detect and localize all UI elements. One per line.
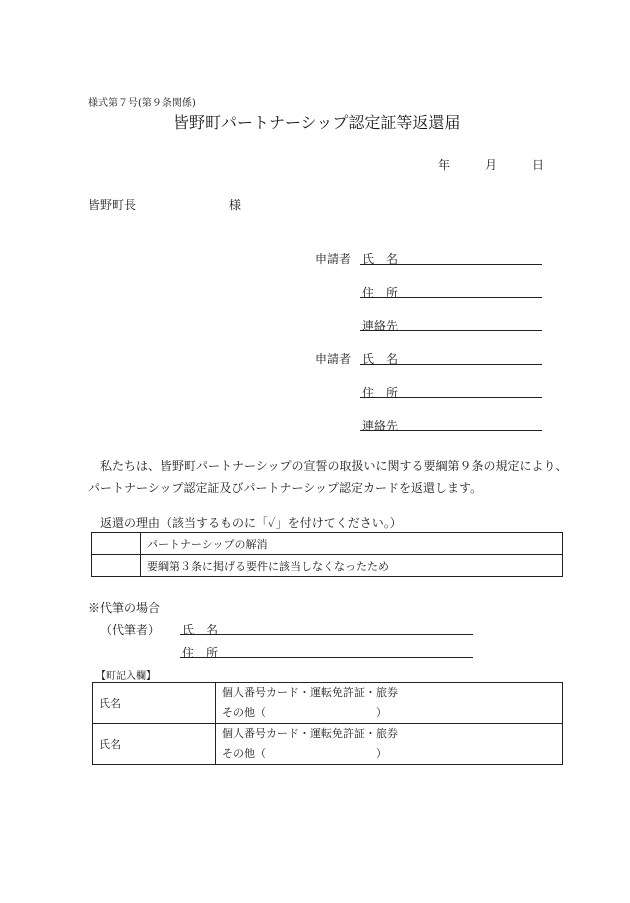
applicant-address-field[interactable]: [360, 297, 542, 298]
proxy-heading: ※代筆の場合: [88, 601, 161, 615]
office-use-row: [93, 683, 563, 724]
applicant-name-field[interactable]: [360, 364, 542, 365]
date-month-label: 月: [485, 158, 498, 172]
proxy-name-label: 氏 名: [182, 623, 219, 637]
form-number: 様式第７号(第９条関係): [88, 98, 196, 109]
applicant-label: 申請者: [315, 352, 352, 366]
proxy-address-label: 住 所: [182, 646, 219, 660]
id-document-line: 個人番号カード・運転免許証・旅券: [222, 686, 398, 699]
addressee-honorific: 様: [229, 198, 242, 212]
reason-option-row: [92, 533, 563, 555]
office-use-id-cell[interactable]: [216, 683, 563, 724]
addressee-name: 皆野町長: [88, 198, 137, 212]
reason-option-row: [92, 555, 563, 577]
office-use-row: [93, 724, 563, 765]
office-use-table: [92, 682, 563, 765]
applicant-contact-field[interactable]: [360, 430, 542, 431]
office-use-heading: 【町記入欄】: [96, 671, 156, 682]
applicant-address-label: 住 所: [362, 286, 399, 300]
reason-option-label: 要綱第３条に掲げる要件に該当しなくなったため: [141, 555, 563, 577]
office-use-name-label: 氏名: [93, 724, 216, 765]
office-use-name-label: 氏名: [93, 683, 216, 724]
date-year-label: 年: [438, 158, 451, 172]
applicant-label: 申請者: [315, 252, 352, 266]
reason-checkbox-cell[interactable]: [92, 533, 141, 555]
proxy-label: （代筆者）: [100, 623, 161, 637]
applicant-address-label: 住 所: [362, 386, 399, 400]
id-other-line: その他（ ）: [222, 747, 387, 760]
date-day-label: 日: [532, 158, 545, 172]
body-text-line-1: 私たちは、皆野町パートナーシップの宣誓の取扱いに関する要綱第９条の規定により、: [100, 459, 568, 473]
id-other-line: その他（ ）: [222, 706, 387, 719]
proxy-name-field[interactable]: [180, 634, 473, 635]
applicant-contact-field[interactable]: [360, 330, 542, 331]
id-document-line: 個人番号カード・運転免許証・旅券: [222, 727, 398, 740]
reason-heading: 返還の理由（該当するものに「✓」を付けてください。）: [100, 516, 402, 530]
applicant-name-label: 氏 名: [362, 252, 399, 266]
applicant-address-field[interactable]: [360, 397, 542, 398]
applicant-contact-label: 連絡先: [362, 319, 399, 333]
reason-option-label: パートナーシップの解消: [141, 533, 563, 555]
reason-table: [91, 532, 563, 577]
applicant-name-field[interactable]: [360, 264, 542, 265]
reason-checkbox-cell[interactable]: [92, 555, 141, 577]
office-use-id-cell[interactable]: [216, 724, 563, 765]
proxy-address-field[interactable]: [180, 657, 473, 658]
applicant-contact-label: 連絡先: [362, 419, 399, 433]
applicant-name-label: 氏 名: [362, 352, 399, 366]
page-title: 皆野町パートナーシップ認定証等返還届: [173, 113, 461, 132]
body-text-line-2: パートナーシップ認定証及びパートナーシップ認定カードを返還します。: [88, 481, 483, 495]
